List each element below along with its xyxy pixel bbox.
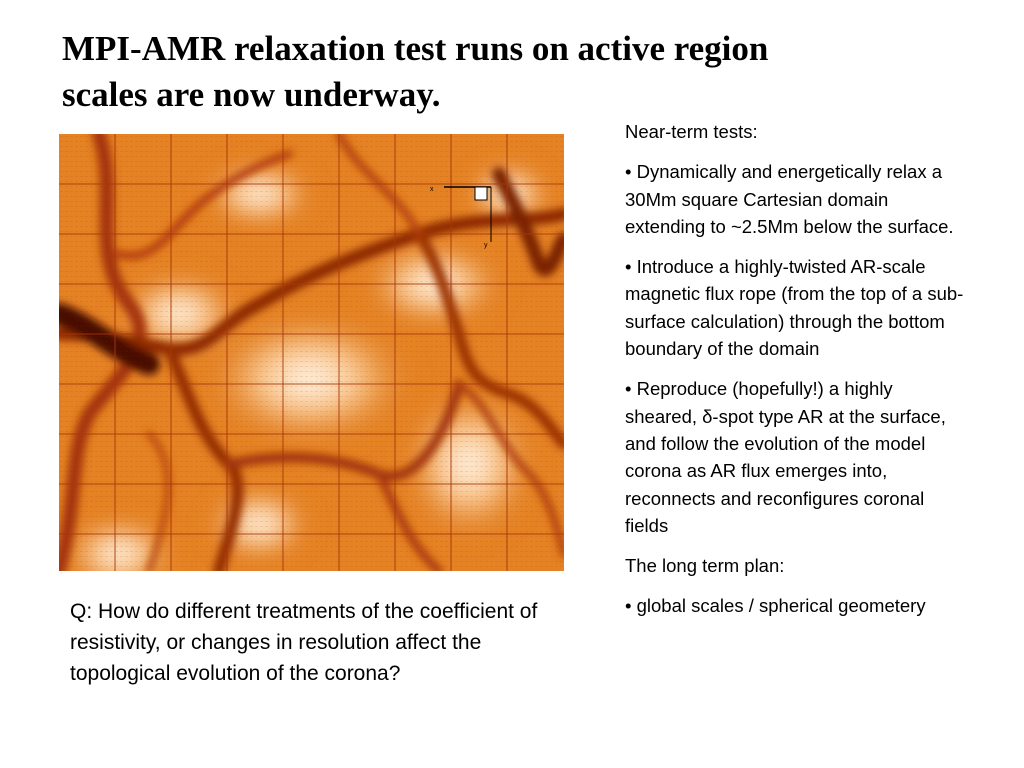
- axis-y-label: y: [484, 242, 488, 249]
- near-term-bullet: • Introduce a highly-twisted AR-scale magnetic flux rope (from the top of a sub-surface calculation) through the bottom boundary of the domain: [625, 256, 964, 360]
- near-term-bullet: • Reproduce (hopefully!) a highly sheared, δ-spot type AR at the surface, and follow the evolution of the model corona as AR flux emerges into, reconnects and reconfigures coronal fields: [625, 378, 946, 536]
- title-line-2: scales are now underway.: [62, 75, 441, 114]
- slide-title: [62, 26, 942, 118]
- title-line-1: MPI-AMR relaxation test runs on active region: [62, 29, 769, 68]
- near-term-bullet: • Dynamically and energetically relax a 30Mm square Cartesian domain extending to ~2.5Mm below the surface.: [625, 161, 954, 237]
- simulation-image: [59, 134, 564, 571]
- simulation-svg: [59, 134, 564, 571]
- axis-x-label: x: [430, 186, 434, 193]
- near-term-heading: Near-term tests:: [625, 121, 758, 142]
- research-question: Q: How do different treatments of the coefficient of resistivity, or changes in resolution affect the topological evolution of the corona?: [70, 600, 538, 685]
- long-term-heading: The long term plan:: [625, 555, 785, 577]
- notes-panel: [625, 118, 965, 633]
- long-term-bullet: • global scales / spherical geometery: [625, 595, 926, 617]
